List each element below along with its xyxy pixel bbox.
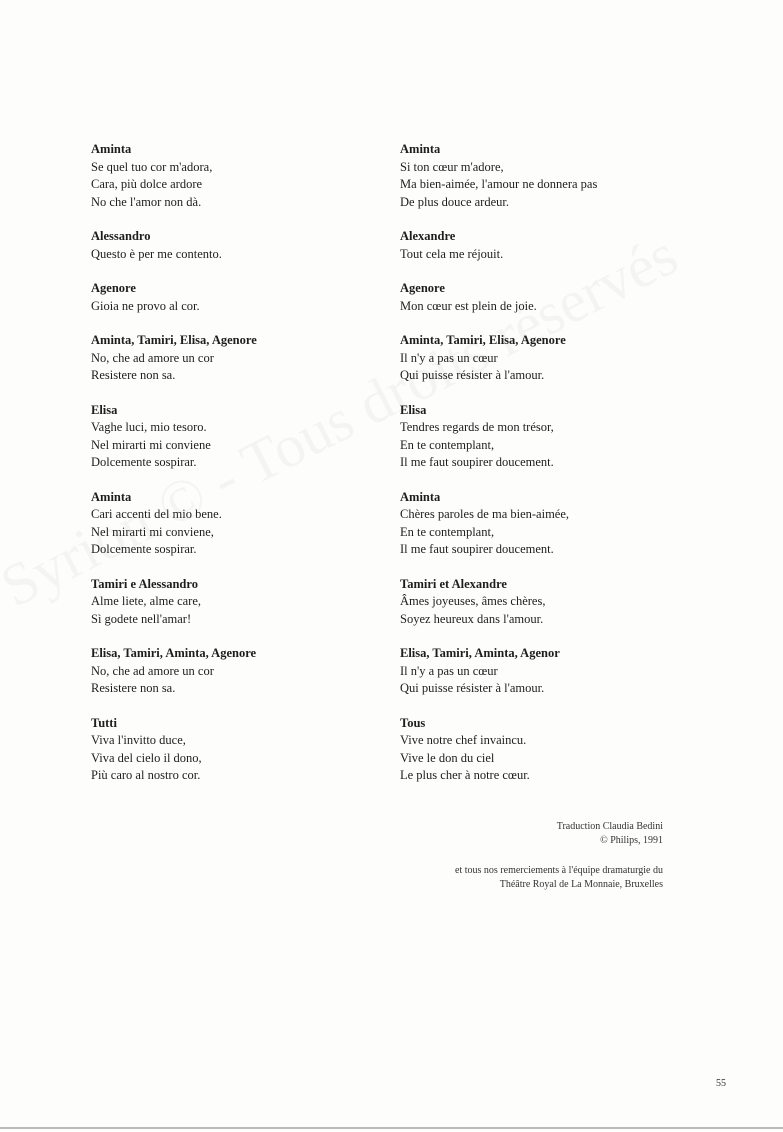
verse-line: Si ton cœur m'adore, (400, 159, 504, 174)
verse-line: Se quel tuo cor m'adora, (91, 159, 213, 174)
translation-credit: Traduction Claudia Bedini (556, 821, 663, 832)
stanza (400, 489, 700, 559)
speaker-name: Tamiri et Alexandre (400, 576, 507, 591)
verse-line: Qui puisse résister à l'amour. (400, 681, 545, 695)
page-number: 55 (716, 1078, 726, 1089)
speaker-name: Aminta, Tamiri, Elisa, Agenore (400, 333, 566, 347)
verse-line: Viva del cielo il dono, (91, 750, 202, 765)
copyright-notice: © Philips, 1991 (600, 835, 663, 846)
speaker-name: Agenore (91, 281, 136, 295)
verse-line: Sì godete nell'amar! (91, 611, 192, 626)
stanza (400, 402, 700, 472)
verse-line: Dolcemente sospirar. (91, 542, 197, 556)
stanza (91, 141, 361, 211)
verse-line: Chères paroles de ma bien-aimée, (400, 507, 570, 521)
stanza (91, 228, 361, 263)
speaker-name: Aminta (400, 489, 441, 504)
speaker-name: Alexandre (400, 229, 456, 243)
stanza (91, 332, 361, 385)
verse-line: Vive le don du ciel (400, 750, 495, 765)
speaker-name: Agenore (400, 281, 445, 295)
stanza (91, 715, 361, 785)
verse-line: Âmes joyeuses, âmes chères, (400, 594, 546, 608)
verse-line: En te contemplant, (400, 437, 495, 452)
verse-line: Cari accenti del mio bene. (91, 507, 222, 521)
verse-line: Tendres regards de mon trésor, (400, 420, 554, 434)
verse-line: Cara, più dolce ardore (91, 177, 203, 191)
verse-line: Il me faut soupirer doucement. (400, 455, 554, 469)
stanza (91, 280, 361, 315)
stanza (400, 280, 700, 315)
speaker-name: Alessandro (91, 229, 151, 243)
bottom-rule (0, 1127, 783, 1129)
speaker-name: Tamiri e Alessandro (91, 576, 198, 591)
stanza (400, 715, 700, 785)
verse-line: Tout cela me réjouit. (400, 246, 504, 261)
speaker-name: Aminta (400, 142, 441, 156)
speaker-name: Elisa, Tamiri, Aminta, Agenore (91, 646, 257, 660)
verse-line: Qui puisse résister à l'amour. (400, 368, 545, 382)
credits (455, 820, 663, 892)
stanza (91, 645, 361, 698)
verse-line: Gioia ne provo al cor. (91, 298, 200, 313)
verse-line: No, che ad amore un cor (91, 663, 214, 678)
french-column (400, 141, 700, 802)
verse-line: Il me faut soupirer doucement. (400, 542, 554, 556)
verse-line: Nel mirarti mi conviene (91, 437, 211, 452)
verse-line: Dolcemente sospirar. (91, 455, 197, 469)
verse-line: De plus douce ardeur. (400, 194, 509, 209)
stanza (400, 141, 700, 211)
acknowledgement-line-1: et tous nos remerciements à l'équipe dramaturgie du (455, 865, 663, 876)
verse-line: En te contemplant, (400, 524, 495, 539)
stanza (400, 576, 700, 629)
stanza (400, 645, 700, 698)
verse-line: Ma bien-aimée, l'amour ne donnera pas (400, 177, 598, 191)
speaker-name: Elisa, Tamiri, Aminta, Agenor (400, 646, 560, 660)
verse-line: Vive notre chef invaincu. (400, 733, 527, 747)
verse-line: Questo è per me contento. (91, 246, 222, 261)
verse-line: Resistere non sa. (91, 681, 176, 695)
verse-line: Soyez heureux dans l'amour. (400, 611, 544, 626)
verse-line: Vaghe luci, mio tesoro. (91, 420, 207, 434)
speaker-name: Tous (400, 715, 426, 730)
speaker-name: Aminta (91, 489, 132, 504)
stanza (400, 228, 700, 263)
speaker-name: Tutti (91, 715, 117, 730)
speaker-name: Elisa (91, 402, 118, 417)
speaker-name: Aminta (91, 142, 132, 156)
stanza (91, 489, 361, 559)
verse-line: No, che ad amore un cor (91, 350, 214, 365)
verse-line: Viva l'invitto duce, (91, 733, 186, 747)
stanza (91, 402, 361, 472)
stanza (400, 332, 700, 385)
verse-line: No che l'amor non dà. (91, 194, 202, 209)
verse-line: Più caro al nostro cor. (91, 768, 201, 782)
acknowledgement-line-2: Théâtre Royal de La Monnaie, Bruxelles (499, 879, 663, 890)
speaker-name: Aminta, Tamiri, Elisa, Agenore (91, 333, 257, 347)
verse-line: Il n'y a pas un cœur (400, 350, 498, 365)
italian-column (91, 141, 361, 802)
verse-line: Resistere non sa. (91, 368, 176, 382)
verse-line: Nel mirarti mi conviene, (91, 524, 214, 539)
speaker-name: Elisa (400, 402, 427, 417)
verse-line: Mon cœur est plein de joie. (400, 298, 537, 313)
verse-line: Le plus cher à notre cœur. (400, 768, 530, 782)
stanza (91, 576, 361, 629)
verse-line: Alme liete, alme care, (91, 594, 202, 608)
verse-line: Il n'y a pas un cœur (400, 663, 498, 678)
